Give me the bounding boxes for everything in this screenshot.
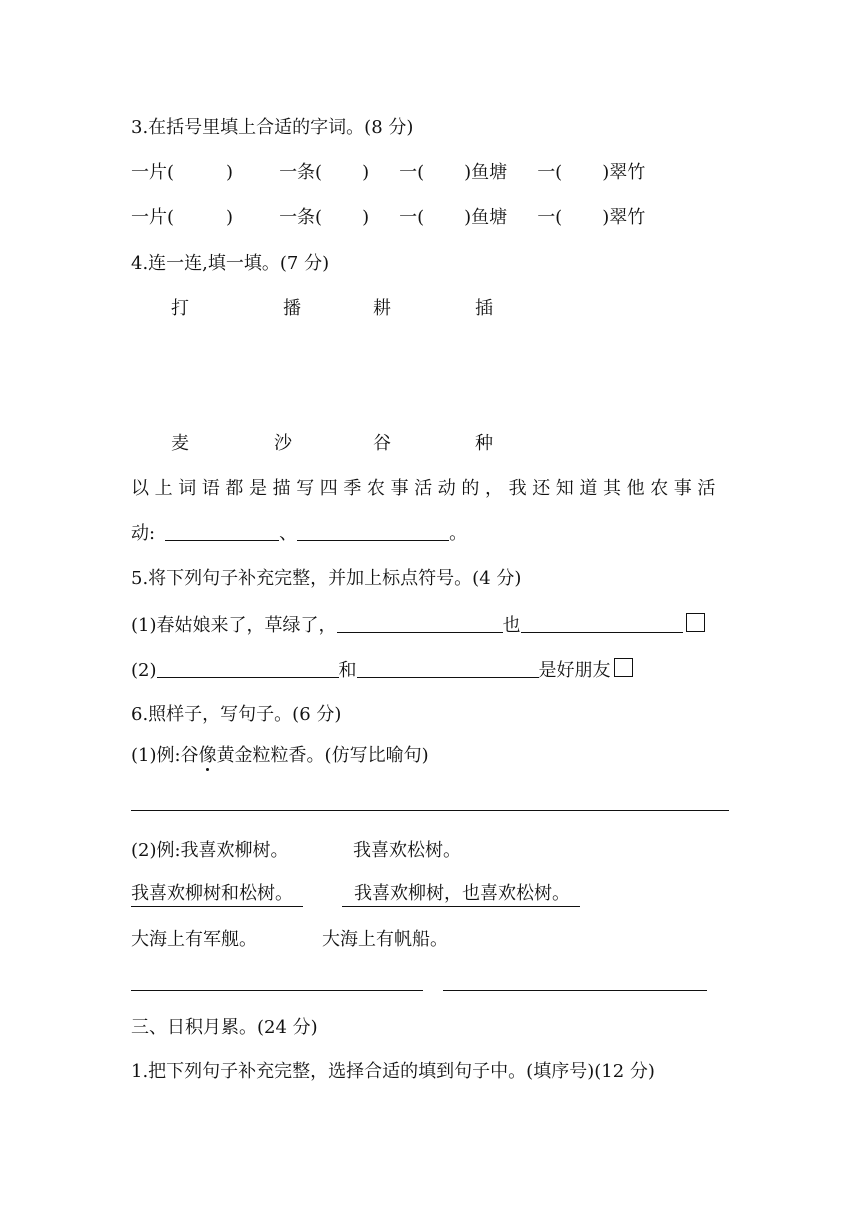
q4-blank-2[interactable] (297, 522, 449, 541)
q5-s1-blank-1[interactable] (337, 614, 503, 633)
q6-answer-line-2[interactable] (131, 990, 423, 991)
q3-r1-d: ) (362, 162, 370, 183)
q4-top-word-4: 插 (475, 298, 493, 319)
q3-r1-g: 一( (537, 162, 563, 183)
q3-r2-h: )翠竹 (602, 207, 646, 228)
q3-r1-c: 一条( (279, 162, 323, 183)
q6-example-2-b: 我喜欢松树。 (353, 840, 461, 861)
q3-r1-b: ) (226, 162, 234, 183)
q5-s1-blank-2[interactable] (521, 614, 683, 633)
q4-blank-1[interactable] (165, 522, 279, 541)
q5-s1-punct-box[interactable] (686, 613, 705, 632)
q3-r2-a: 一片( (131, 207, 175, 228)
q6-ex1-dotted-char: 像 (198, 745, 217, 766)
q4-text-prefix: 动: (131, 523, 156, 544)
q6-ex1-b: 黄金粒粒香。(仿写比喻句) (216, 745, 429, 766)
q4-text-line-2 (131, 522, 467, 546)
q6-example-2-a: (2)例:我喜欢柳树。 (131, 840, 289, 861)
q5-s1-mid: 也 (502, 615, 521, 636)
q3-r2-g: 一( (537, 207, 563, 228)
q6-sample-answer-1-text: 我喜欢柳树和松树。 (131, 883, 303, 907)
q4-text-line-1: 以上词语都是描写四季农事活动的，我还知道其他农事活 (131, 478, 721, 499)
q4-top-word-3: 耕 (373, 298, 391, 319)
q3-r1-f: )鱼塘 (464, 162, 508, 183)
q5-title: 5.将下列句子补充完整，并加上标点符号。(4 分) (131, 568, 522, 589)
q5-s2-blank-1[interactable] (157, 659, 339, 678)
q5-s2-mid: 和 (338, 660, 357, 681)
q5-s2-end: 是好朋友 (538, 660, 611, 681)
q6-task-b: 大海上有帆船。 (322, 929, 448, 950)
q3-r1-a: 一片( (131, 162, 175, 183)
q4-text-end: 。 (449, 523, 468, 544)
q4-top-word-1: 打 (171, 298, 189, 319)
q4-top-word-2: 播 (283, 298, 301, 319)
q4-separator: 、 (279, 523, 298, 544)
q5-sentence-2 (131, 658, 633, 683)
q5-s1-prefix: (1)春姑娘来了，草绿了， (131, 615, 337, 636)
q5-s2-prefix: (2) (131, 660, 157, 681)
q5-s2-blank-2[interactable] (357, 659, 539, 678)
q6-sample-answer-1 (131, 882, 303, 906)
q6-task-a: 大海上有军舰。 (131, 929, 257, 950)
q3-row-2 (131, 206, 645, 230)
q5-sentence-1 (131, 613, 705, 638)
q6-ex1-a: (1)例:谷 (131, 745, 199, 766)
q3-r2-b: ) (226, 207, 234, 228)
q4-bottom-word-4: 种 (475, 433, 493, 454)
section-3-q1: 1.把下列句子补充完整，选择合适的填到句子中。(填序号)(12 分) (131, 1061, 655, 1082)
q6-title: 6.照样子，写句子。(6 分) (131, 704, 342, 725)
q6-example-1 (131, 744, 429, 768)
q4-title: 4.连一连,填一填。(7 分) (131, 253, 330, 274)
q3-r1-e: 一( (399, 162, 425, 183)
q3-r2-e: 一( (399, 207, 425, 228)
q4-bottom-word-2: 沙 (274, 433, 292, 454)
q3-r2-f: )鱼塘 (464, 207, 508, 228)
q6-sample-answer-2-text: 我喜欢柳树，也喜欢松树。 (342, 883, 580, 907)
q6-answer-line-3[interactable] (443, 990, 707, 991)
section-3-title: 三、日积月累。(24 分) (131, 1017, 318, 1038)
q6-answer-line-1[interactable] (131, 810, 729, 811)
q4-bottom-word-1: 麦 (171, 433, 189, 454)
q5-s2-punct-box[interactable] (614, 658, 633, 677)
q4-bottom-word-3: 谷 (373, 433, 391, 454)
q6-sample-answer-2 (342, 882, 580, 906)
q3-row-1 (131, 161, 645, 185)
q3-title: 3.在括号里填上合适的字词。(8 分) (131, 117, 414, 138)
q3-r2-d: ) (362, 207, 370, 228)
q3-r1-h: )翠竹 (602, 162, 646, 183)
q3-r2-c: 一条( (279, 207, 323, 228)
